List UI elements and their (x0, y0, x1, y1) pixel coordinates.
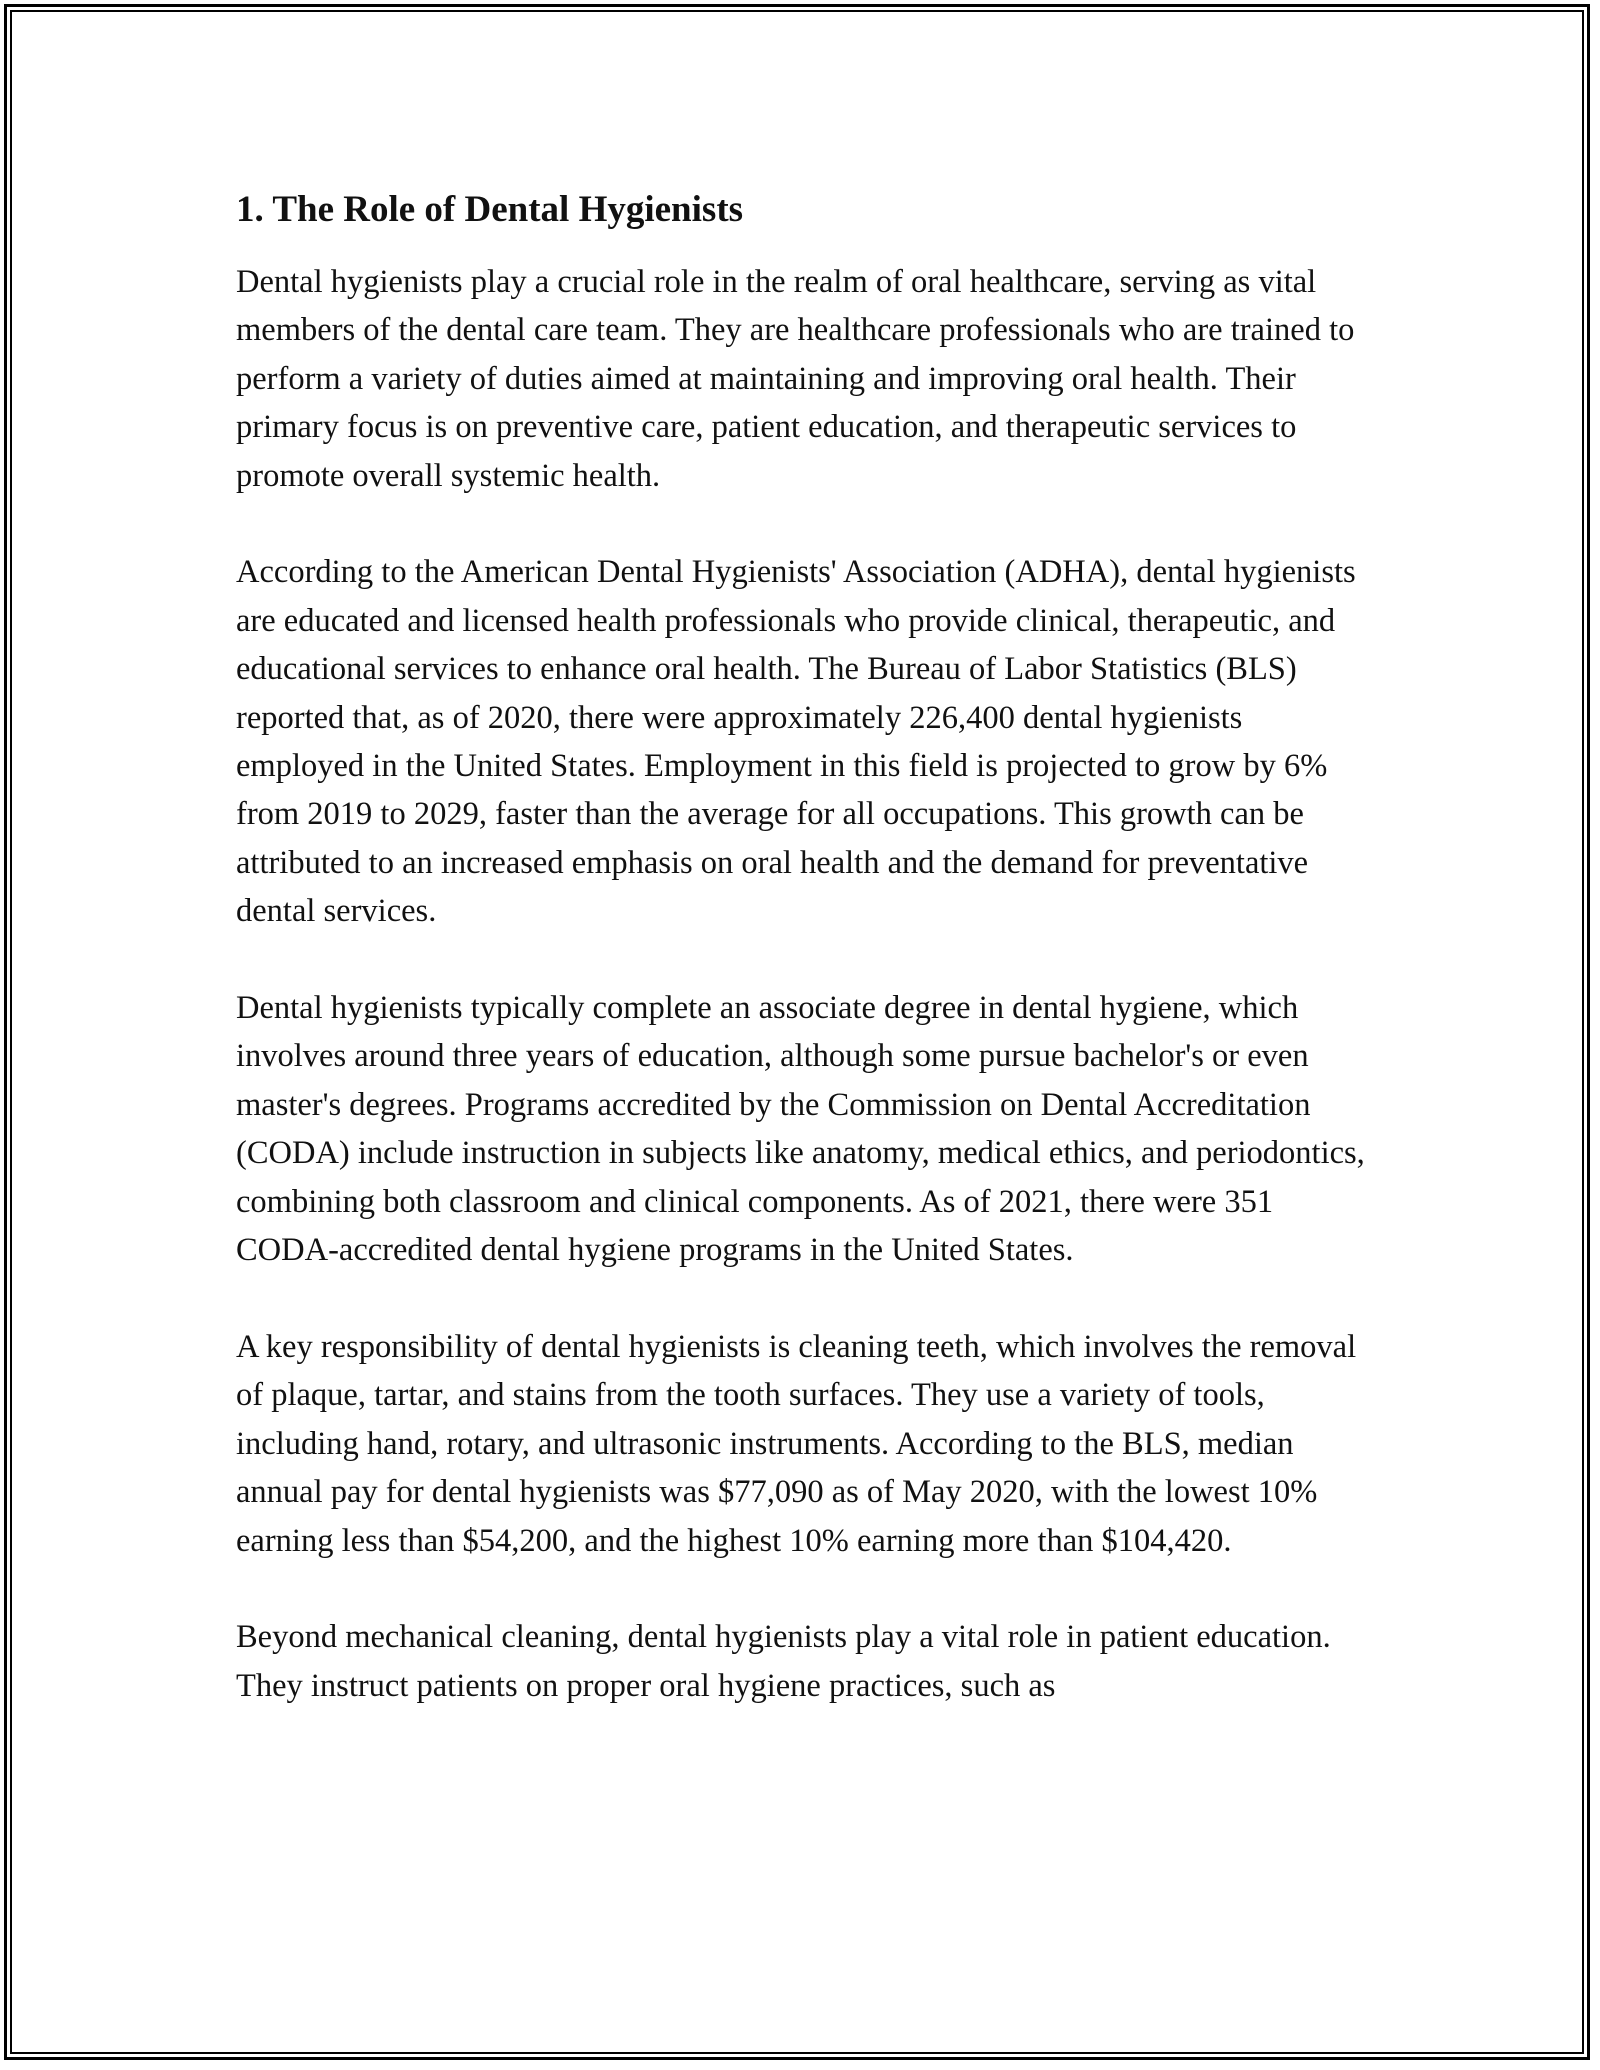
paragraph-patient-education: Beyond mechanical cleaning, dental hygienists play a vital role in patient education. They instruct patients on proper oral hygiene practices, such as (236, 1619, 1331, 1704)
paragraph-adha-bls-statistics: According to the American Dental Hygienists' Association (ADHA), dental hygienists are educated and licensed health professionals who provide clinical, therapeutic, and educational services to enhance oral health. The Bureau of Labor Statistics (BLS) reported that, as of 2020, there were approximately 226,400 dental hygienists employed in the United States. Employment in this field is projected to grow by 6% from 2019 to 2029, faster than the average for all occupations. This growth can be attributed to an increased emphasis on oral health and the demand for preventative dental services. (236, 554, 1356, 930)
section-heading: 1. The Role of Dental Hygienists (236, 189, 744, 230)
paragraph-role-overview: Dental hygienists play a crucial role in the realm of oral healthcare, serving as vital members of the dental care team. They are healthcare professionals who are trained to perform a variety of duties aimed at maintaining and improving oral health. Their primary focus is on preventive care, patient education, and therapeutic services to promote overall systemic health. (236, 264, 1355, 494)
paragraph-teeth-cleaning-pay: A key responsibility of dental hygienists is cleaning teeth, which involves the removal of plaque, tartar, and stains from the tooth surfaces. They use a variety of tools, including hand, rotary, and ultrasonic instruments. According to the BLS, median annual pay for dental hygienists was $77,090 as of May 2020, with the lowest 10% earning less than $54,200, and the highest 10% earning more than $104,420. (236, 1328, 1357, 1559)
paragraph-education-requirements: Dental hygienists typically complete an associate degree in dental hygiene, which involves around three years of education, although some pursue bachelor's or even master's degrees. Programs accredited by the Commission on Dental Accreditation (CODA) include instruction in subjects like anatomy, medical ethics, and periodontics, combining both classroom and clinical components. As of 2021, there were 351 CODA-accredited dental hygiene programs in the United States. (236, 990, 1365, 1269)
document-body (236, 186, 1376, 1710)
